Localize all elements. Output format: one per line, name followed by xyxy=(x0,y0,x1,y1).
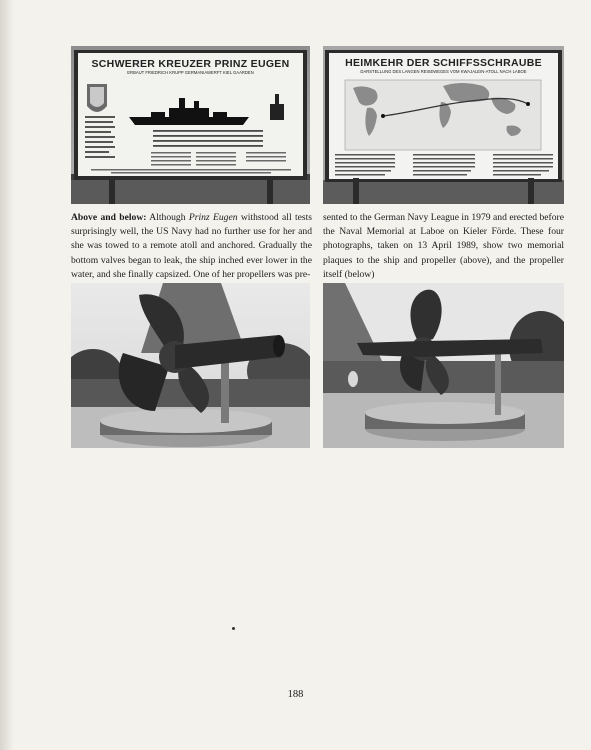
photo-ship-plaque xyxy=(71,46,310,204)
page-number: 188 xyxy=(287,689,304,700)
photo-propeller-right xyxy=(323,283,564,448)
route-start-marker xyxy=(381,114,385,118)
caption-lead: Above and below: xyxy=(71,212,147,223)
ship-name: Prinz Eugen xyxy=(188,212,238,223)
world-map-image xyxy=(345,80,541,150)
route-end-marker xyxy=(526,102,530,106)
printing-speck xyxy=(232,627,235,630)
photo-propeller-plaque xyxy=(323,46,564,204)
caption-right-text: sented to the German Navy League in 1979 and erected before the Naval Memorial at Laboe on Kieler Förde. These four photographs, taken on 13 April 1989, show two memorial plaques to the ship and propeller (above), and the propeller itself (below) xyxy=(323,212,564,280)
caption-left-column xyxy=(71,211,312,282)
propeller-right-image xyxy=(323,283,564,448)
propeller-plaque-subtitle: DARSTELLUNG DES LANGEN REISEWEGES VOM KWAJALEIN-ATOLL NACH LABOE xyxy=(360,69,527,74)
ship-plaque-title: SCHWERER KREUZER PRINZ EUGEN xyxy=(91,58,290,70)
propeller-left-image xyxy=(71,283,310,448)
crest-icon xyxy=(87,84,107,112)
caption-text-before-name: Although xyxy=(146,212,189,223)
ship-plaque-subtitle: ERBAUT FRIEDRICH KRUPP GERMANIAWERFT KIEL GAARDEN xyxy=(127,70,254,75)
page-edge-shadow xyxy=(0,0,14,750)
photo-propeller-left xyxy=(71,283,310,448)
caption-text-after-name: withstood all tests surprisingly well, the US Navy had no further use for her and she was towed to a remote atoll and anchored. Gradually the bottom valves began to leak, the ship inched ever lower in the water, and she finally capsized. One of her propellers was pre- xyxy=(71,212,313,280)
propeller-plaque-title: HEIMKEHR DER SCHIFFSSCHRAUBE xyxy=(345,57,542,69)
caption-right-column xyxy=(323,211,564,282)
